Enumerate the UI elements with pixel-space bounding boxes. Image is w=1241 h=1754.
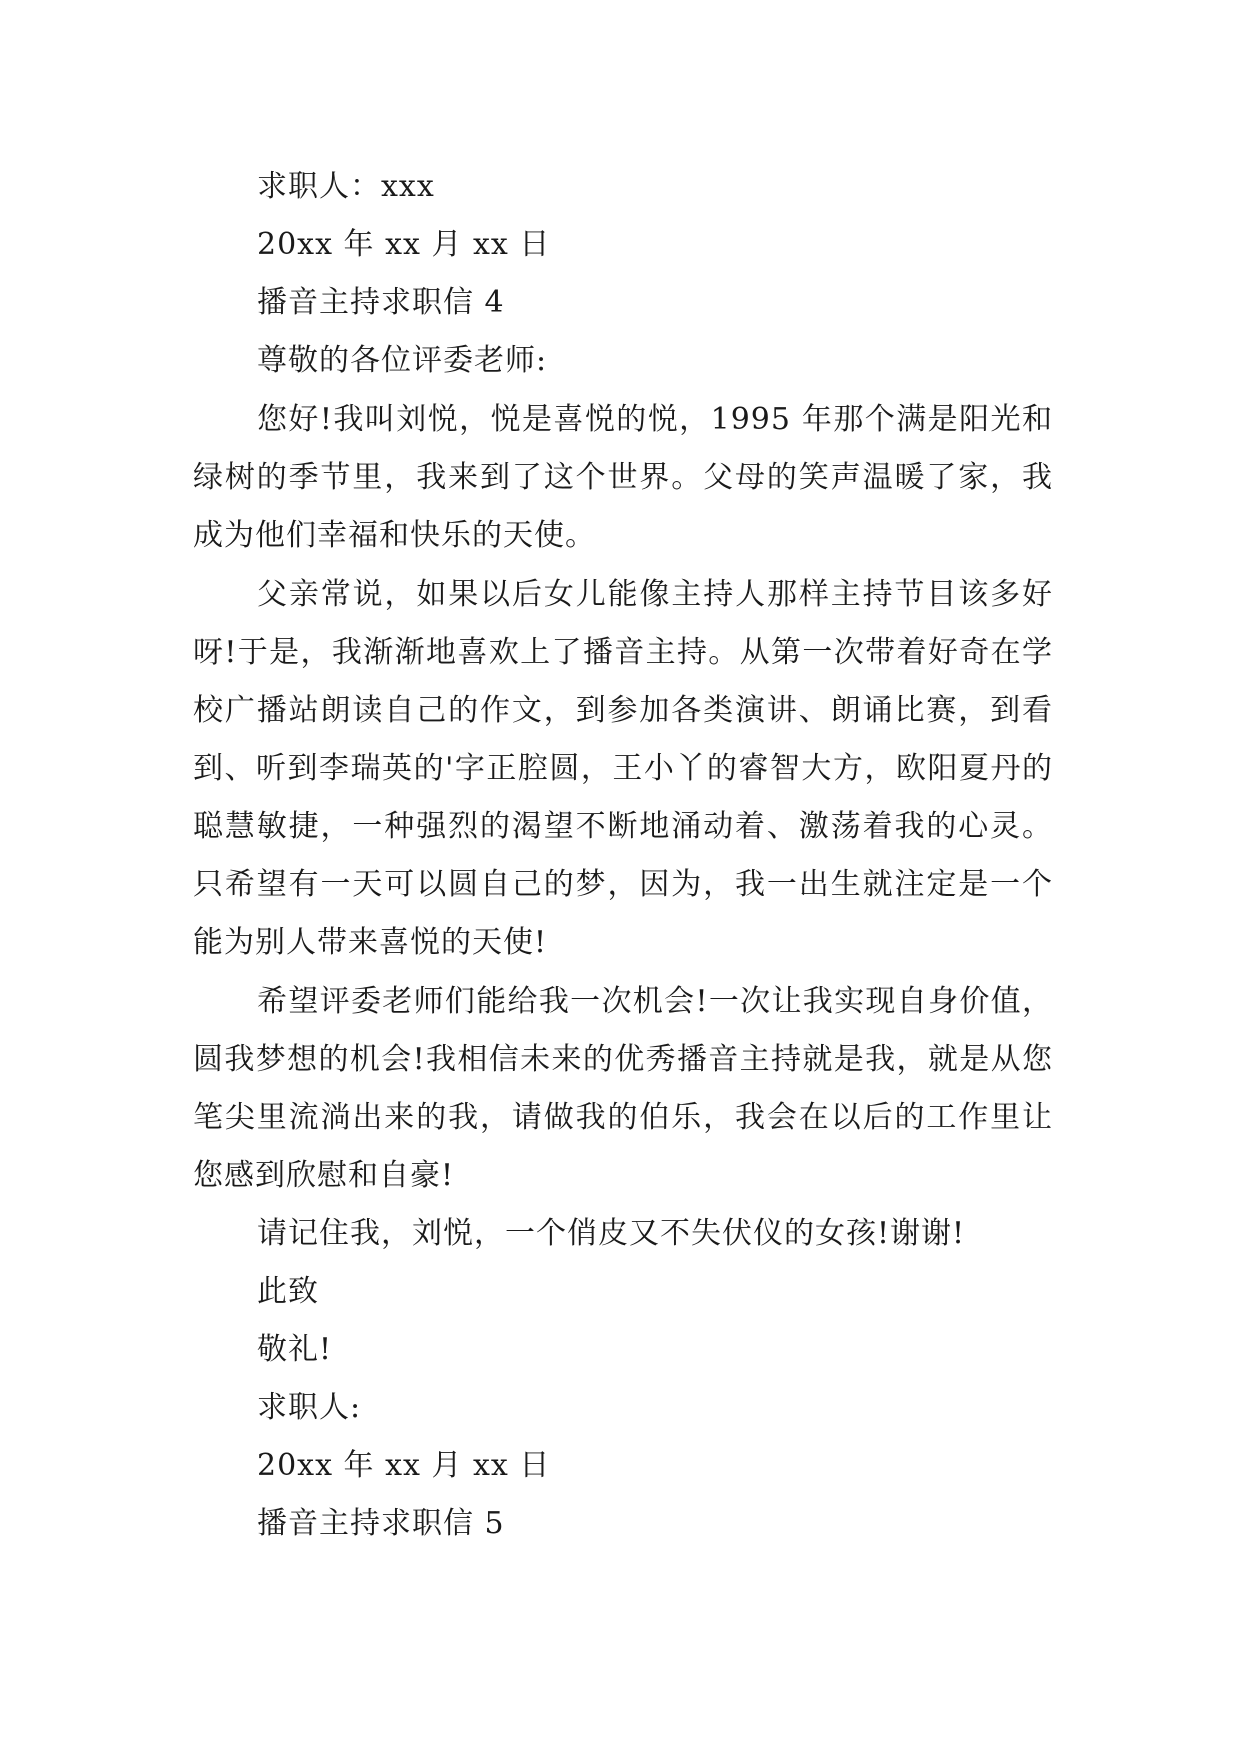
closing-respect: 此致 — [257, 1274, 319, 1309]
date-line: 20xx 年 xx 月 xx 日 — [257, 227, 551, 262]
paragraph-dream: 父亲常说，如果以后女儿能像主持人那样主持节目该多好呀!于是，我渐渐地喜欢上了播音主持。从第一次带着好奇在学校广播站朗读自己的作文，到参加各类演讲、朗诵比赛，到看到、听到李瑞英的'字正腔圆，王小丫的睿智大方，欧阳夏丹的聪慧敏捷，一种强烈的渴望不断地涌动着、激荡着我的心灵。只希望有一天可以圆自己的梦，因为，我一出生就注定是一个能为别人带来喜悦的天使! — [193, 577, 1053, 960]
paragraph-intro: 您好!我叫刘悦，悦是喜悦的悦，1995 年那个满是阳光和绿树的季节里，我来到了这个世界。父母的笑声温暖了家，我成为他们幸福和快乐的天使。 — [193, 402, 1053, 553]
letter-heading: 播音主持求职信 4 — [257, 285, 505, 320]
letter-heading: 播音主持求职信 5 — [257, 1506, 505, 1541]
paragraph-request: 希望评委老师们能给我一次机会!一次让我实现自身价值，圆我梦想的机会!我相信未来的优秀播音主持就是我，就是从您笔尖里流淌出来的我，请做我的伯乐，我会在以后的工作里让您感到欣慰和自豪! — [193, 984, 1053, 1193]
date-line: 20xx 年 xx 月 xx 日 — [257, 1448, 551, 1483]
closing-salute: 敬礼! — [257, 1332, 333, 1367]
letter-body — [193, 158, 1053, 1553]
salutation: 尊敬的各位评委老师: — [257, 343, 548, 378]
applicant-line: 求职人: — [257, 1390, 362, 1425]
paragraph-remember: 请记住我，刘悦，一个俏皮又不失伏仪的女孩!谢谢! — [257, 1216, 966, 1251]
applicant-line: 求职人：xxx — [257, 169, 435, 204]
